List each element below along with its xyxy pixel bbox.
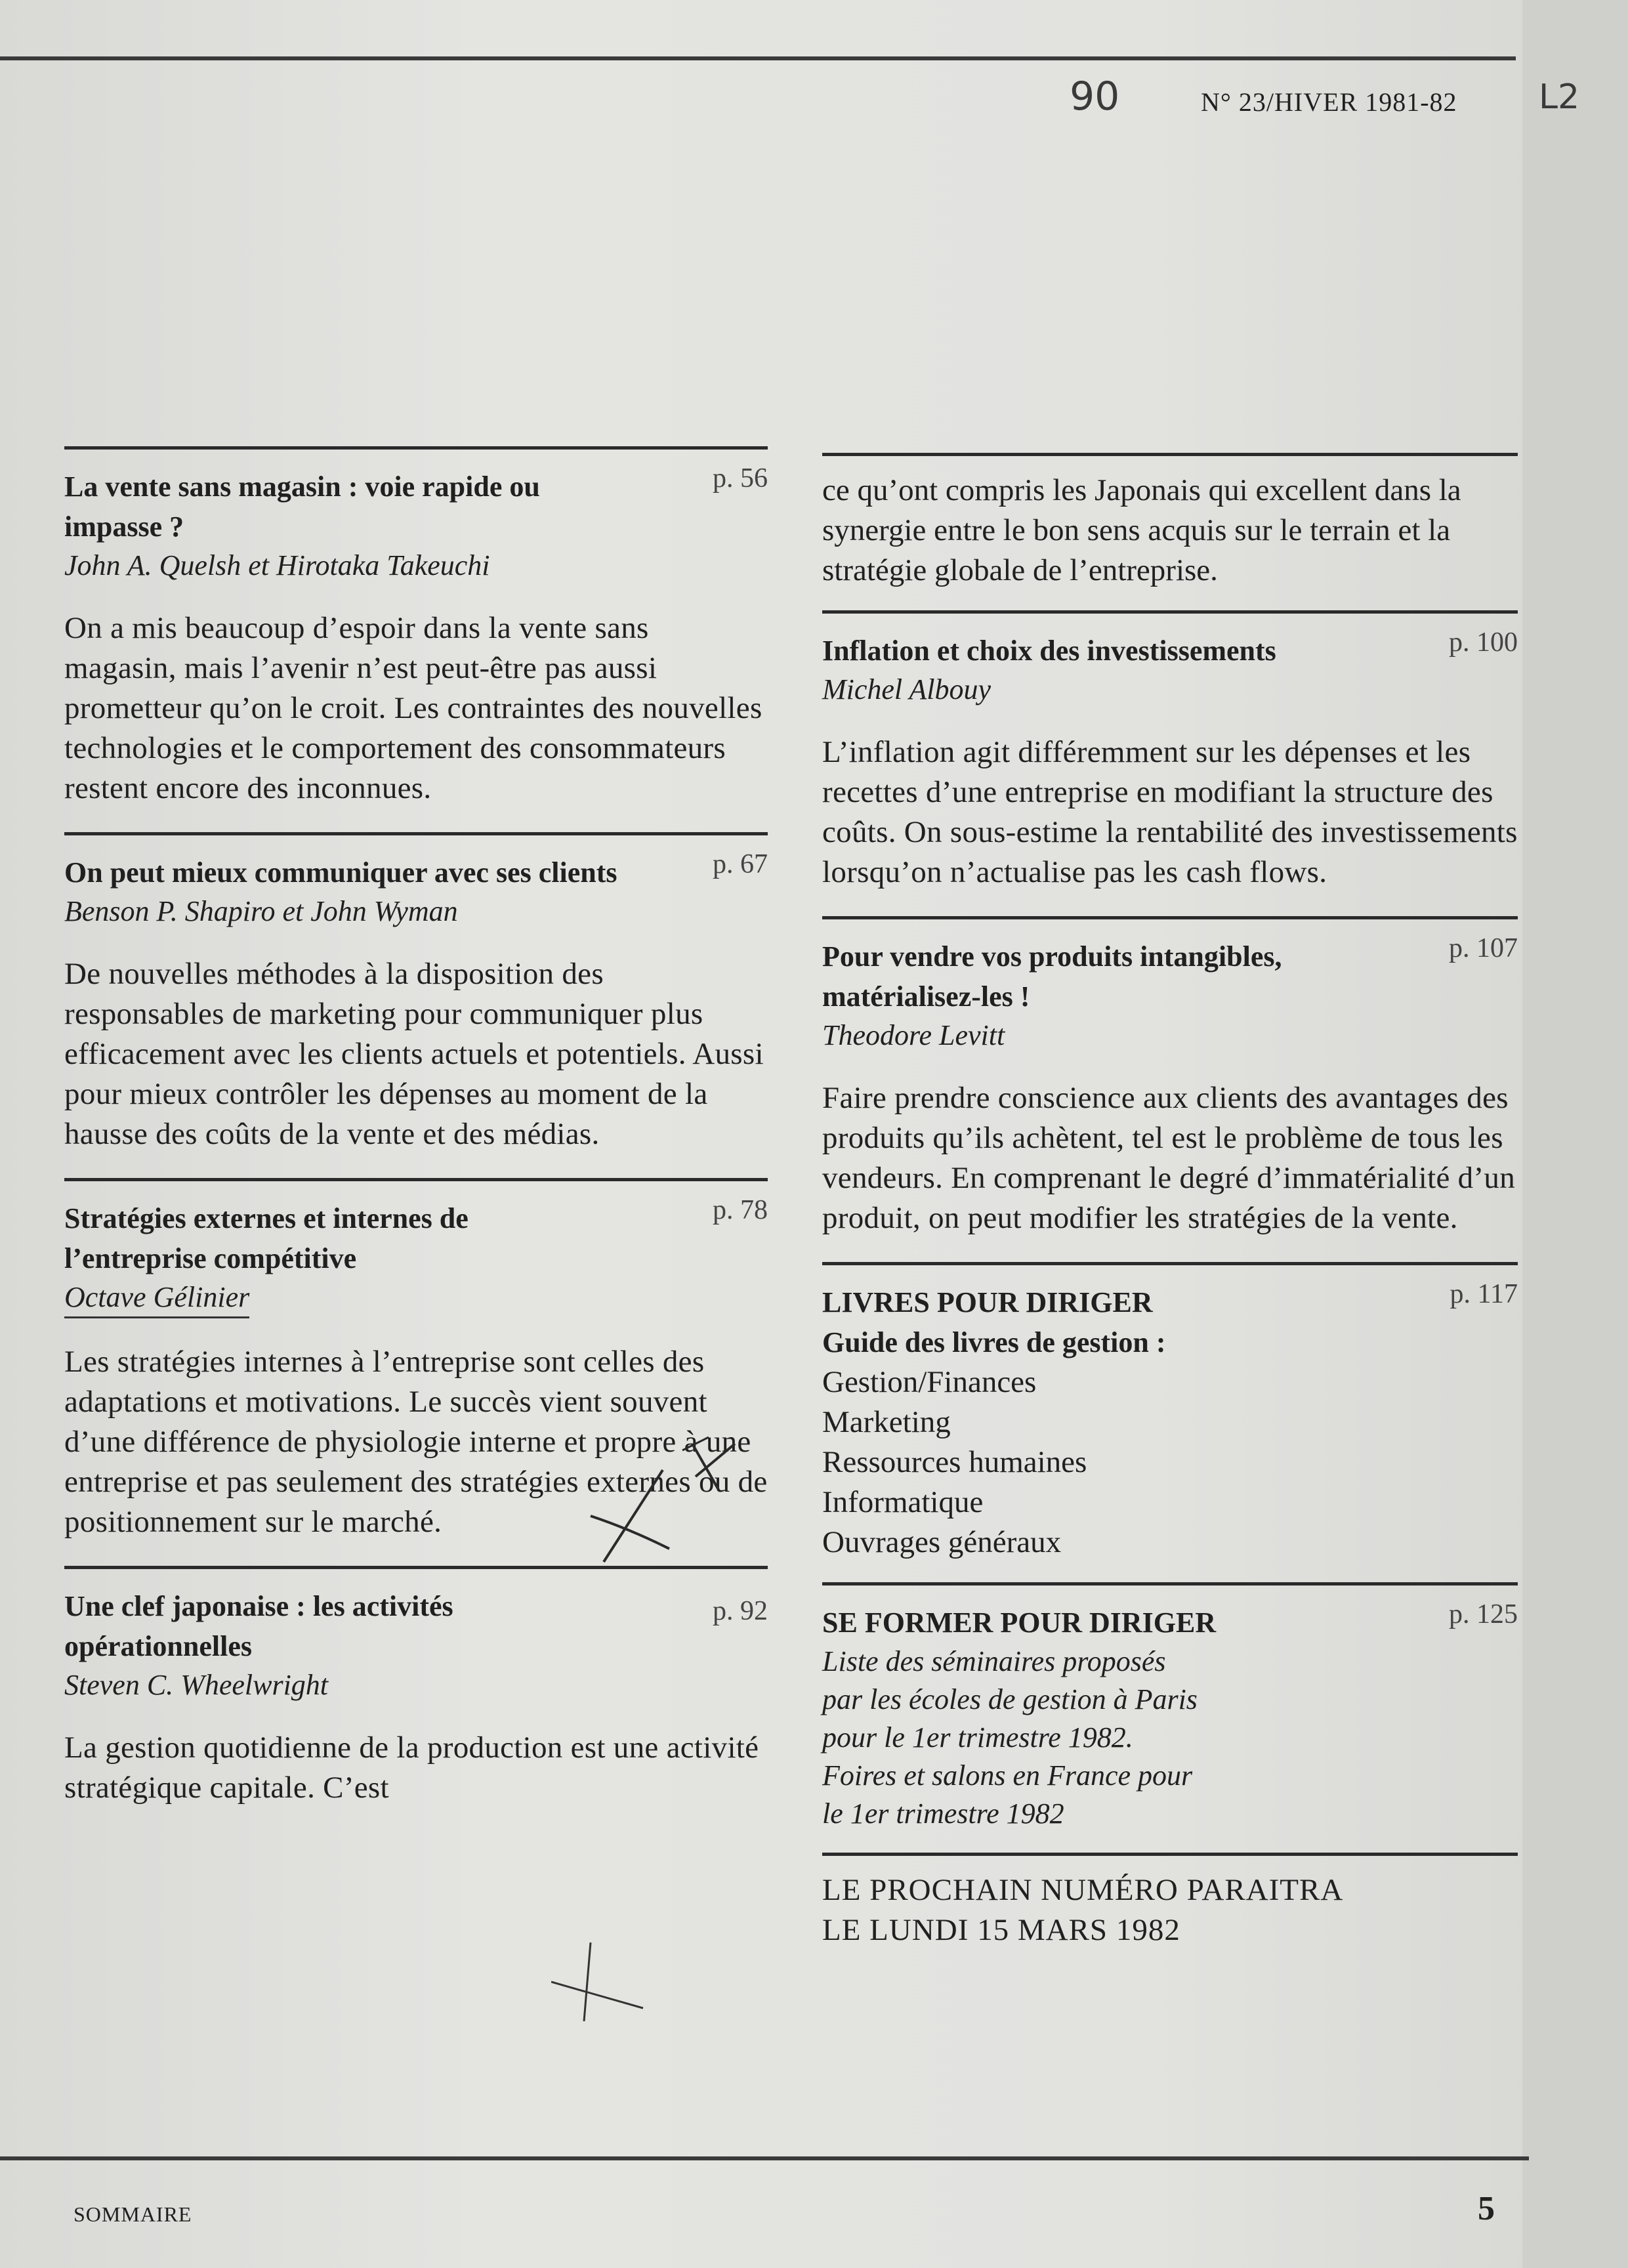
article-page-ref: p. 56	[713, 463, 768, 494]
article-title: Stratégies externes et internes de l’entreprise compétitive	[64, 1202, 469, 1274]
former-line: Foires et salons en France pour	[822, 1759, 1193, 1792]
issue-label: N° 23/HIVER 1981-82	[1201, 87, 1457, 117]
bottom-rule	[0, 2156, 1529, 2160]
footer-section: SOMMAIRE	[73, 2202, 192, 2226]
former-line: par les écoles de gestion à Paris	[822, 1683, 1198, 1715]
former-line: Liste des séminaires proposés	[822, 1645, 1166, 1677]
article-inflation[interactable]	[822, 614, 1518, 892]
right-column	[822, 453, 1518, 1950]
livres-item: Marketing	[822, 1405, 951, 1439]
article-author: John A. Quelsh et Hirotaka Takeuchi	[64, 549, 490, 581]
article-clef-japonaise[interactable]	[64, 1569, 768, 1808]
article-produits-intangibles[interactable]	[822, 919, 1518, 1238]
article-description: La gestion quotidienne de la production est une activité stratégique capitale. C’est	[64, 1731, 759, 1805]
former-line: le 1er trimestre 1982	[822, 1797, 1064, 1830]
section-page-ref: p. 125	[1449, 1599, 1518, 1629]
article-page-ref: p. 67	[713, 849, 768, 879]
article-description: Faire prendre conscience aux clients des avantages des produits qu’ils achètent, tel est le problème de tous les vendeurs. En comprenant le degré d’immatérialité d’un produit, on peut modifier les stratégies de la vente.	[822, 1081, 1516, 1235]
article-title: La vente sans magasin : voie rapide ou impasse ?	[64, 471, 540, 543]
article-page-ref: p. 100	[1449, 627, 1518, 658]
article-title: Inflation et choix des investissements	[822, 635, 1276, 667]
article-author: Benson P. Shapiro et John Wyman	[64, 895, 458, 927]
livres-item: Ouvrages généraux	[822, 1525, 1062, 1559]
livres-item: Gestion/Finances	[822, 1365, 1037, 1399]
article-communiquer[interactable]	[64, 835, 768, 1154]
pen-mark	[551, 1936, 696, 2028]
section-former[interactable]	[822, 1586, 1518, 1833]
section-page-ref: p. 117	[1450, 1279, 1518, 1309]
page-number: 5	[1478, 2190, 1495, 2227]
article-title: On peut mieux communiquer avec ses clients	[64, 856, 617, 889]
article-description: Les stratégies internes à l’entreprise sont celles des adaptations et motivations. Le succès vient souvent d’une différence de physiologie interne et propre à une entreprise et pas seulement des stratégies externes ou de positionnement sur le marché.	[64, 1345, 768, 1539]
article-author: Theodore Levitt	[822, 1019, 1005, 1051]
pen-mark	[577, 1431, 801, 1568]
article-description: L’inflation agit différemment sur les dépenses et les recettes d’une entreprise en modifiant la structure des coûts. On sous-estime la rentabilité des investissements lorsqu’on n’actualise pas les cash flows.	[822, 735, 1518, 889]
next-issue-notice	[822, 1856, 1518, 1950]
left-column	[64, 446, 768, 1808]
article-description: De nouvelles méthodes à la disposition des responsables de marketing pour communiquer plus efficacement avec les clients actuels et potentiels. Aussi pour mieux contrôler les dépenses au moment de la hausse des coûts de la vente et des médias.	[64, 957, 764, 1151]
article-vente-sans-magasin[interactable]	[64, 450, 768, 808]
article-title: Pour vendre vos produits intangibles, matérialisez-les !	[822, 940, 1282, 1013]
article-page-ref: p. 92	[713, 1596, 768, 1626]
article-title: Une clef japonaise : les activités opérationnelles	[64, 1590, 453, 1662]
next-issue-line: LE LUNDI 15 MARS 1982	[822, 1913, 1180, 1947]
section-title: SE FORMER POUR DIRIGER	[822, 1606, 1217, 1639]
livres-item: Ressources humaines	[822, 1445, 1087, 1479]
former-line: pour le 1er trimestre 1982.	[822, 1721, 1133, 1754]
handwritten-note-right: L2	[1539, 77, 1580, 117]
section-title: LIVRES POUR DIRIGER	[822, 1286, 1153, 1318]
page-edge-shadow	[1522, 0, 1628, 2268]
article-author: Octave Gélinier	[64, 1278, 249, 1318]
livres-item: Informatique	[822, 1485, 984, 1519]
article-author: Steven C. Wheelwright	[64, 1669, 329, 1701]
article-description: On a mis beaucoup d’espoir dans la vente sans magasin, mais l’avenir n’est peut-être pas aussi prometteur qu’on le croit. Les contraintes des nouvelles technologies et le comportement des consommateurs restent encore des inconnues.	[64, 611, 762, 805]
article-continuation: ce qu’ont compris les Japonais qui excellent dans la synergie entre le bon sens acquis sur le terrain et la stratégie globale de l’entreprise.	[822, 473, 1461, 587]
next-issue-line: LE PROCHAIN NUMÉRO PARAITRA	[822, 1873, 1344, 1907]
top-rule	[0, 56, 1516, 60]
handwritten-note-left: 90	[1070, 74, 1120, 119]
article-page-ref: p. 107	[1449, 933, 1518, 963]
article-page-ref: p. 78	[713, 1195, 768, 1225]
section-livres[interactable]	[822, 1265, 1518, 1563]
article-author: Michel Albouy	[822, 673, 991, 705]
section-subtitle: Guide des livres de gestion :	[822, 1326, 1166, 1358]
